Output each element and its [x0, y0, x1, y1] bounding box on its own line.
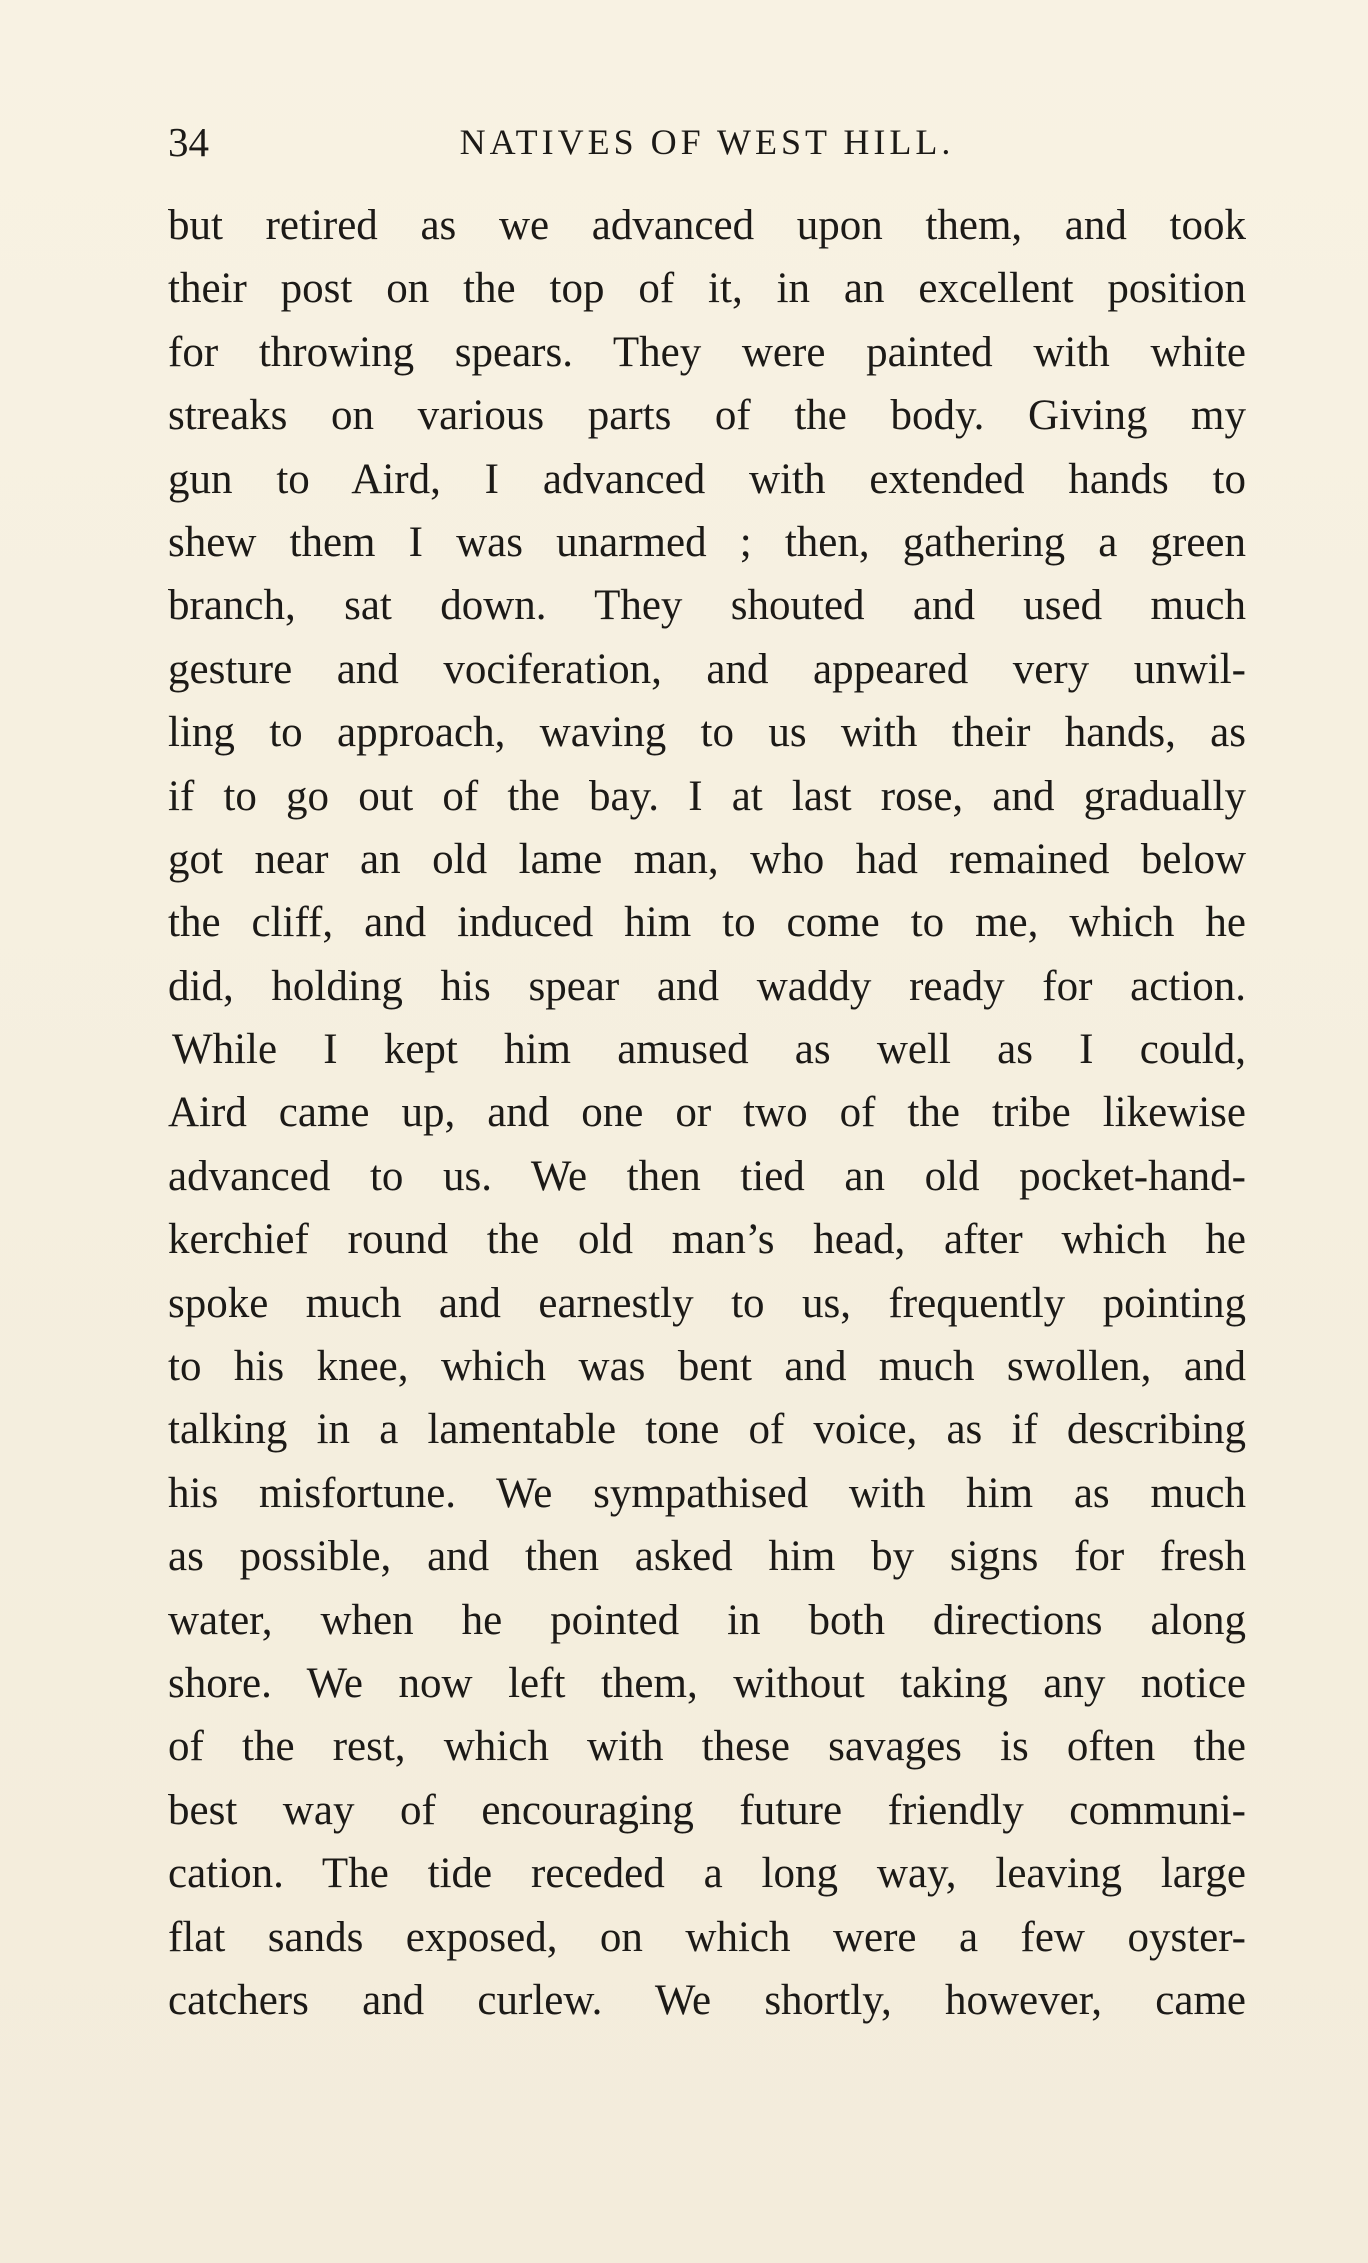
text-line: of the rest, which with these savages is often the: [168, 1723, 1246, 1771]
text-line: streaks on various parts of the body. Giving my: [168, 392, 1246, 440]
page-number: 34: [168, 119, 209, 165]
text-line: to his knee, which was bent and much swollen, and: [168, 1343, 1246, 1391]
text-line: gun to Aird, I advanced with extended hands to: [168, 455, 1246, 503]
body-text: [168, 194, 1246, 2032]
text-line: spoke much and earnestly to us, frequently pointing: [168, 1279, 1246, 1327]
text-line: branch, sat down. They shouted and used much: [168, 582, 1246, 630]
text-line: if to go out of the bay. I at last rose, and gradually: [168, 772, 1246, 820]
text-line: Aird came up, and one or two of the tribe likewise: [168, 1089, 1246, 1137]
text-line: water, when he pointed in both directions along: [168, 1596, 1246, 1644]
text-line: talking in a lamentable tone of voice, as if describing: [168, 1406, 1246, 1454]
page-header: [168, 112, 1246, 172]
text-line: flat sands exposed, on which were a few oyster-: [168, 1913, 1246, 1961]
text-line: gesture and vociferation, and appeared very unwil-: [168, 645, 1246, 693]
text-line: advanced to us. We then tied an old pocket-hand-: [168, 1152, 1246, 1200]
text-line: kerchief round the old man’s head, after which he: [168, 1216, 1246, 1264]
text-line: the cliff, and induced him to come to me, which he: [168, 899, 1246, 947]
text-line: as possible, and then asked him by signs for fresh: [168, 1533, 1246, 1581]
text-line: his misfortune. We sympathised with him as much: [168, 1469, 1246, 1517]
text-line: their post on the top of it, in an excellent position: [168, 265, 1246, 313]
text-line: did, holding his spear and waddy ready for action.: [168, 962, 1246, 1010]
text-line: shore. We now left them, without taking any notice: [168, 1659, 1246, 1707]
text-line: shew them I was unarmed ; then, gathering a green: [168, 518, 1246, 566]
text-line: ling to approach, waving to us with their hands, as: [168, 709, 1246, 757]
text-line: but retired as we advanced upon them, and took: [168, 202, 1246, 249]
running-head: NATIVES OF WEST HILL.: [459, 122, 955, 162]
text-line: got near an old lame man, who had remained below: [168, 835, 1246, 883]
text-line: While I kept him amused as well as I could,: [172, 1026, 1246, 1074]
text-line: cation. The tide receded a long way, leaving large: [168, 1850, 1246, 1898]
text-line: catchers and curlew. We shortly, however, came: [168, 1976, 1246, 2024]
text-line: for throwing spears. They were painted with white: [168, 328, 1246, 376]
text-line: best way of encouraging future friendly communi-: [168, 1786, 1246, 1834]
